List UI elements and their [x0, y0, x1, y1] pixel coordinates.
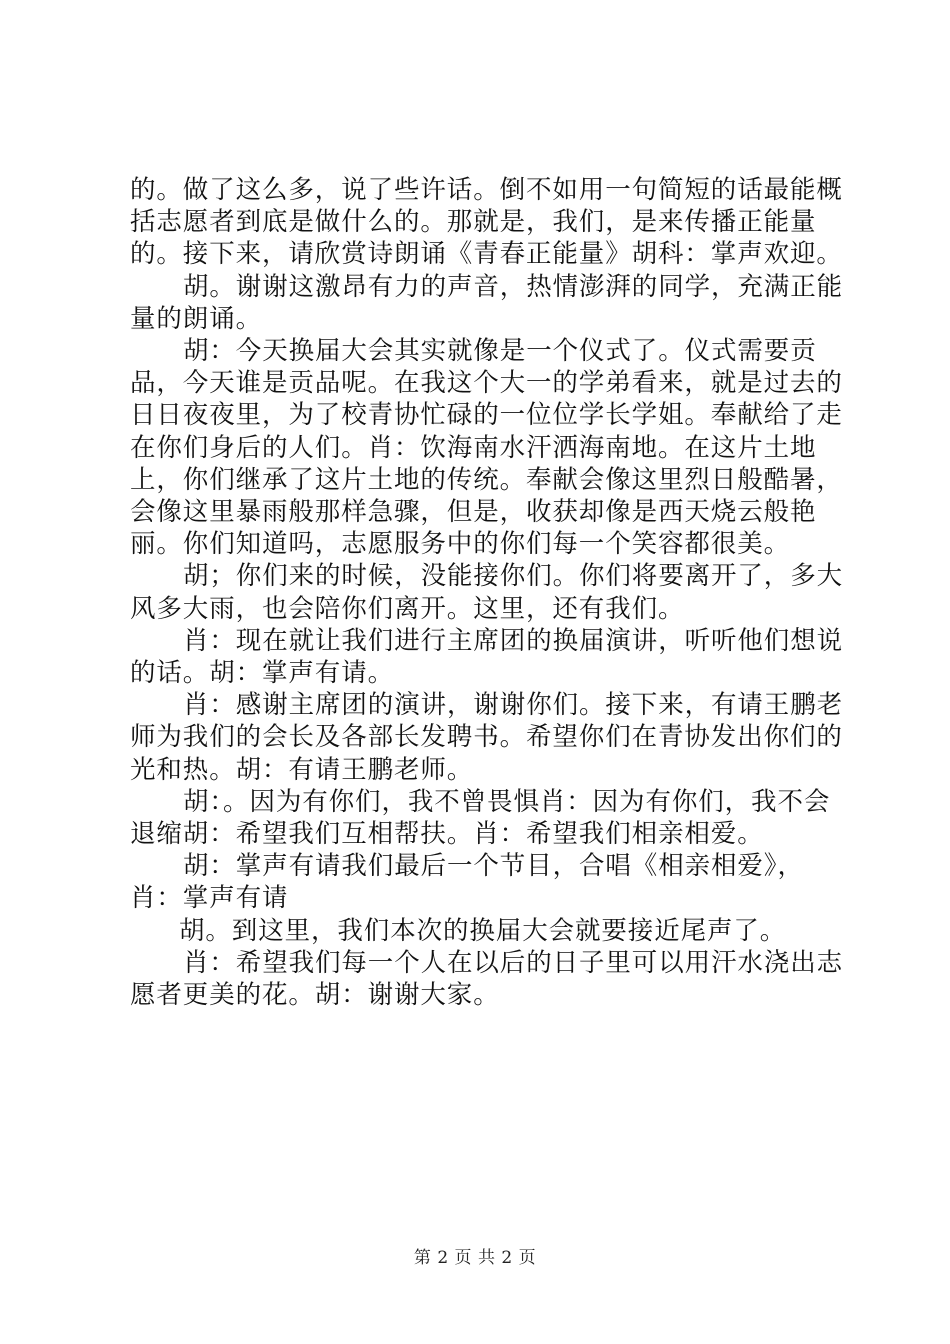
- page-footer: 第 2 页 共 2 页: [413, 1248, 537, 1268]
- document-body: [130, 174, 856, 1011]
- paragraph-2: 胡。谢谢这激昂有力的声音，热情澎湃的同学，充满正能量的朗诵。: [130, 271, 844, 334]
- paragraph-10: 肖：希望我们每一个人在以后的日子里可以用汗水浇出志愿者更美的花。胡：谢谢大家。: [130, 947, 844, 1011]
- paragraph-5: 肖：现在就让我们进行主席团的换届演讲，听听他们想说的话。胡：掌声有请。: [130, 625, 844, 689]
- paragraph-4: 胡；你们来的时候，没能接你们。你们将要离开了，多大风多大雨，也会陪你们离开。这里，还有我们。: [130, 561, 844, 624]
- paragraph-8: 胡：掌声有请我们最后一个节目，合唱《相亲相爱》，肖：掌声有请: [130, 851, 804, 914]
- paragraph-6: 肖：感谢主席团的演讲，谢谢你们。接下来，有请王鹏老师为我们的会长及各部长发聘书。希望你们在青协发出你们的光和热。胡：有请王鹏老师。: [130, 690, 844, 785]
- paragraph-3: 胡：今天换届大会其实就像是一个仪式了。仪式需要贡品，今天谁是贡品呢。在我这个大一的学弟看来，就是过去的日日夜夜里，为了校青协忙碌的一位位学长学姐。奉献给了走在你们身后的人们。肖：饮海南水汗洒海南地。在这片土地上，你们继承了这片土地的传统。奉献会像这里烈日般酷暑，会像这里暴雨般那样急骤，但是，收获却像是西天烧云般艳丽。你们知道吗，志愿服务中的你们每一个笑容都很美。: [130, 336, 843, 560]
- paragraph-1: 的。做了这么多，说了些许话。倒不如用一句简短的话最能概括志愿者到底是做什么的。那就是，我们，是来传播正能量的。接下来，请欣赏诗朗诵《青春正能量》胡科：掌声欢迎。: [130, 175, 843, 270]
- paragraph-9: 胡。到这里，我们本次的换届大会就要接近尾声了。: [179, 915, 787, 946]
- paragraph-7: 胡：。因为有你们，我不曾畏惧肖：因为有你们，我不会退缩胡：希望我们互相帮扶。肖：希望我们相亲相爱。: [130, 786, 831, 850]
